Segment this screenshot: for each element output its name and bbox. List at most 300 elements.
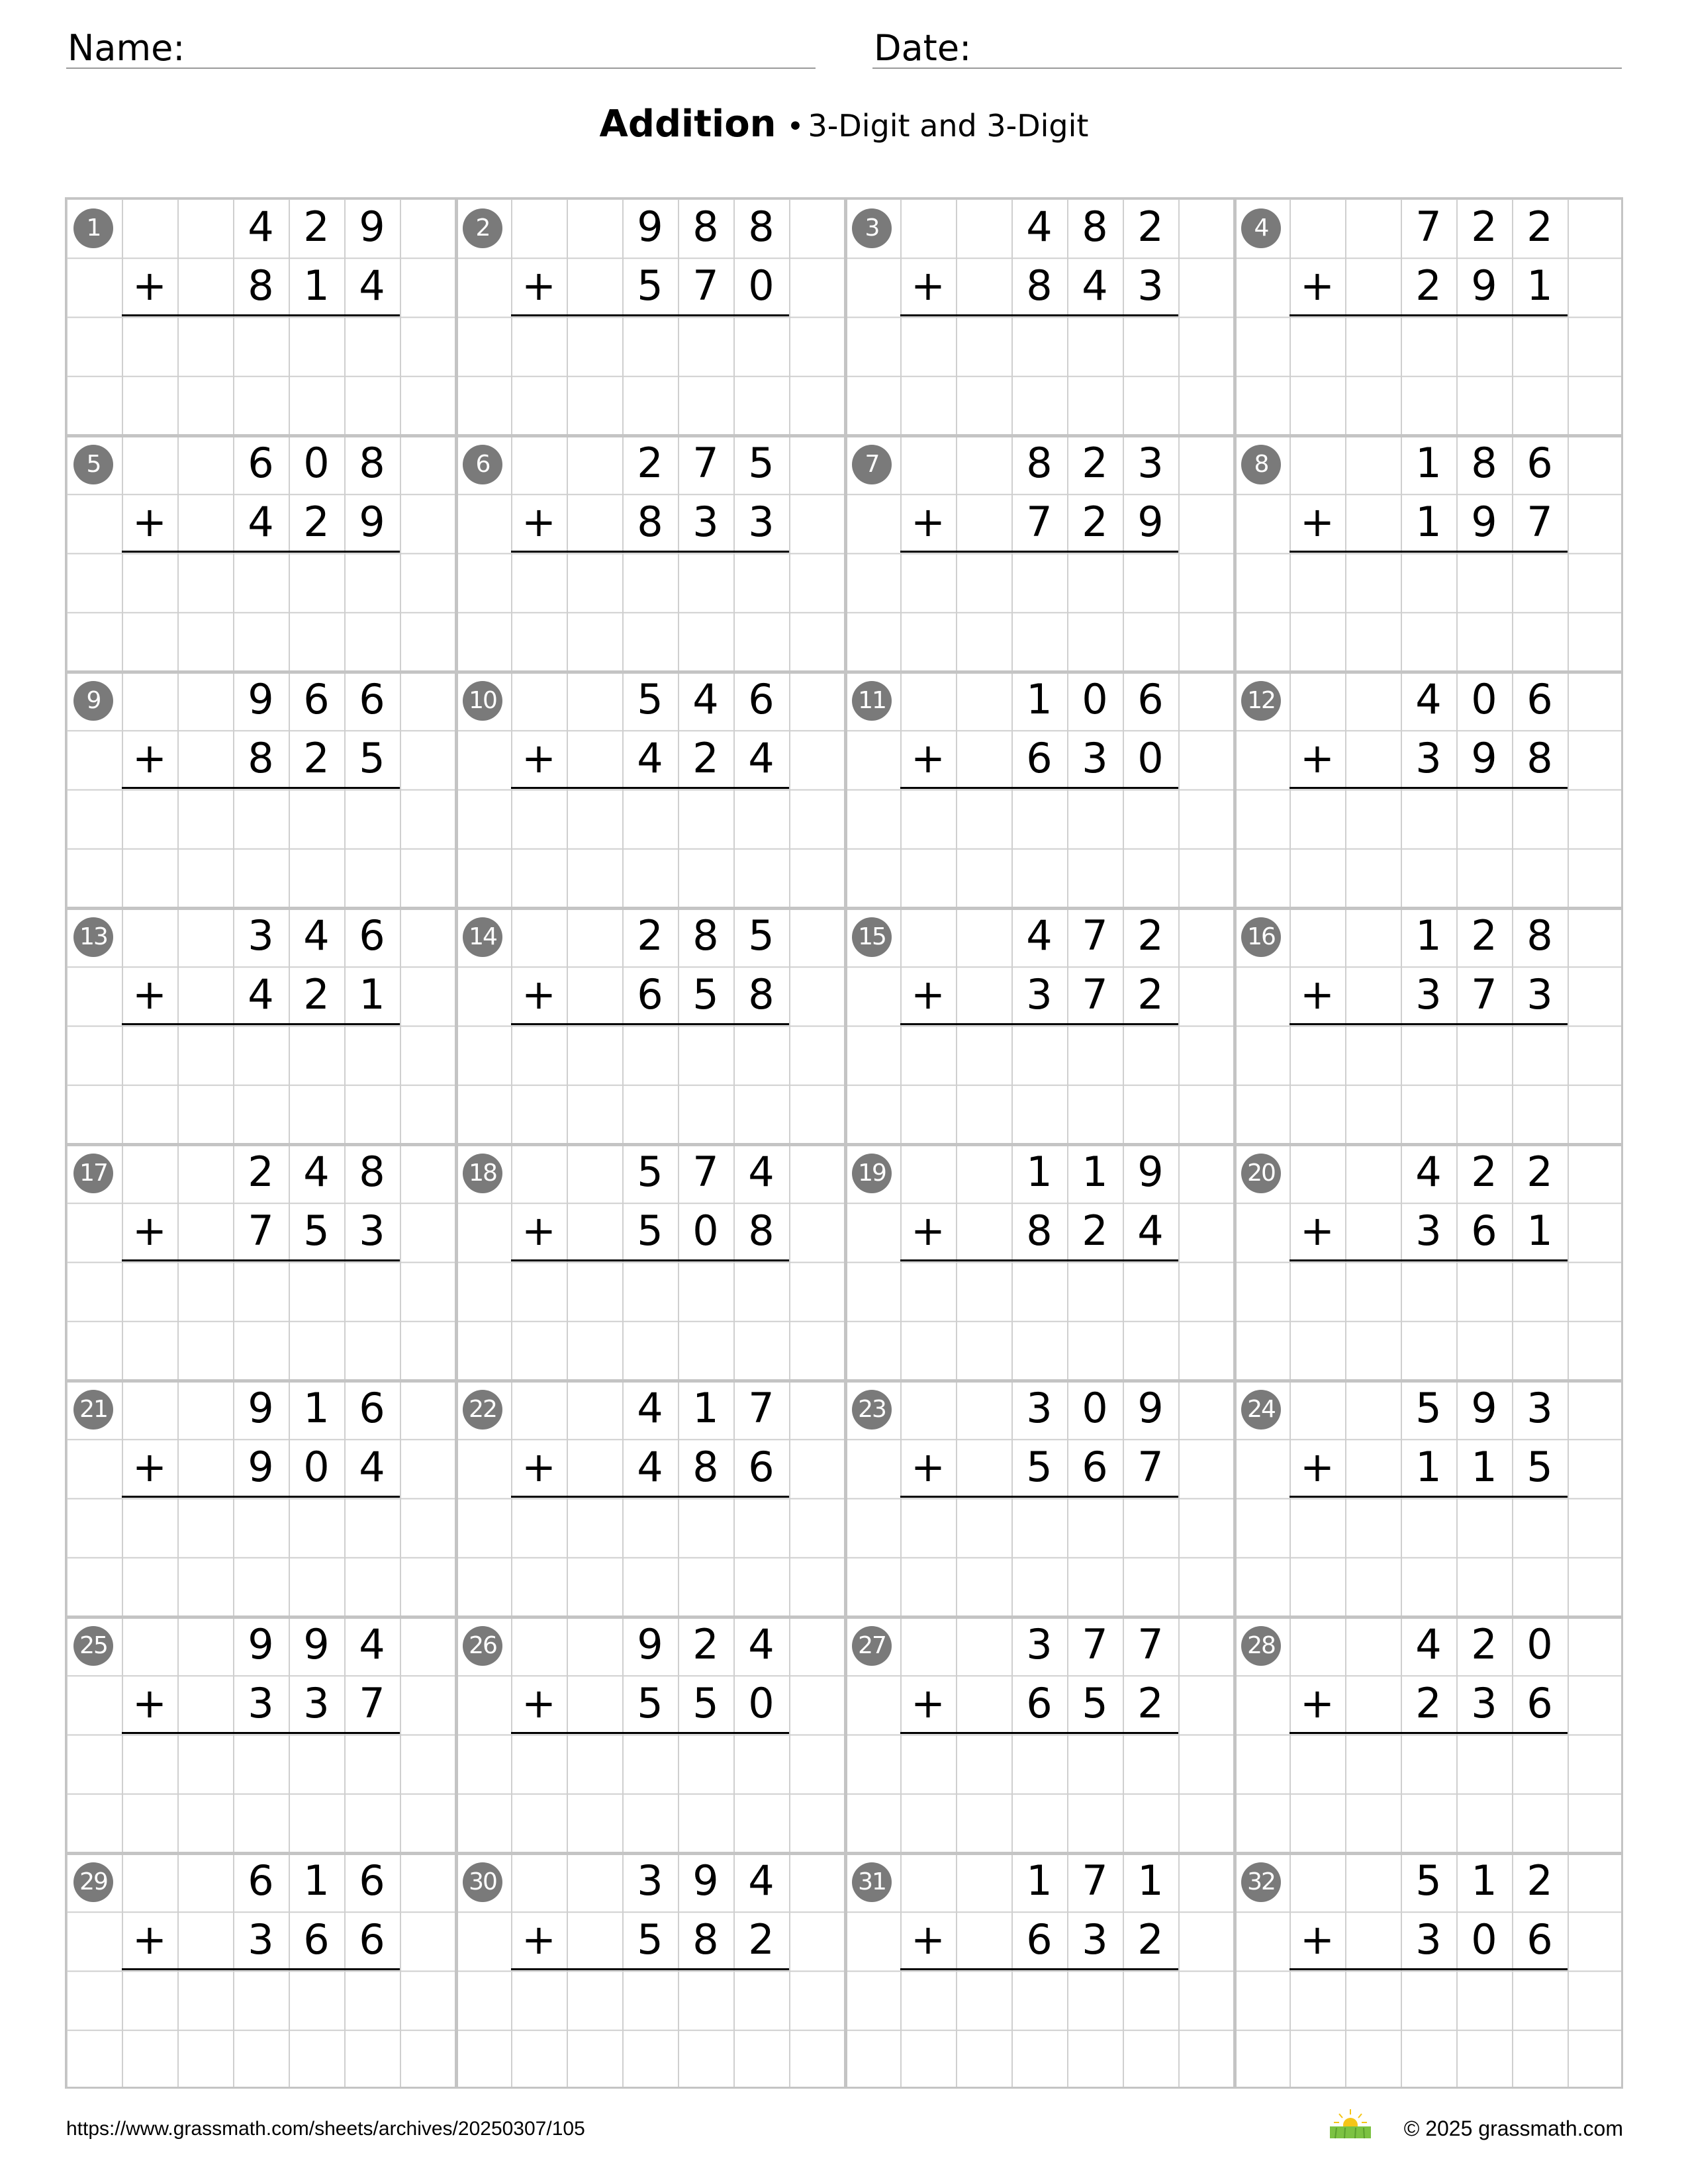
bottom-addend-digit: 3 xyxy=(692,498,719,547)
bottom-addend-digit: 2 xyxy=(303,734,330,783)
problem-number-badge: 6 xyxy=(463,445,502,484)
top-addend-digit: 2 xyxy=(1526,1856,1553,1905)
problem-number-badge: 31 xyxy=(852,1862,892,1902)
problem-number-badge: 8 xyxy=(1241,445,1281,484)
bottom-addend-digit: 3 xyxy=(1415,1206,1442,1255)
top-addend-digit: 8 xyxy=(692,203,719,251)
title-main: Addition xyxy=(599,103,776,146)
bottom-addend-digit: 5 xyxy=(1082,1679,1108,1728)
top-addend-digit: 7 xyxy=(1415,203,1442,251)
top-addend-digit: 1 xyxy=(1471,1856,1497,1905)
problem xyxy=(1234,435,1623,671)
top-addend-digit: 7 xyxy=(748,1384,774,1432)
top-addend-digit: 9 xyxy=(248,675,274,723)
bottom-addend-digit: 6 xyxy=(1026,1915,1053,1964)
answer-area[interactable] xyxy=(900,1498,1178,1617)
problem xyxy=(66,435,455,671)
problem xyxy=(455,1144,845,1380)
bottom-addend-digit: 6 xyxy=(1026,734,1053,783)
bottom-addend-digit: 4 xyxy=(1082,261,1108,310)
plus-sign: + xyxy=(522,1206,556,1255)
problem-number-badge: 30 xyxy=(463,1862,502,1902)
top-addend-digit: 9 xyxy=(1137,1384,1164,1432)
problem-number-badge: 16 xyxy=(1241,917,1281,957)
problem xyxy=(455,1852,845,2089)
bottom-addend-digit: 3 xyxy=(303,1679,330,1728)
bottom-addend-digit: 5 xyxy=(637,1915,663,1964)
top-addend-digit: 5 xyxy=(1415,1384,1442,1432)
bottom-addend-digit: 3 xyxy=(1471,1679,1497,1728)
top-addend-digit: 9 xyxy=(248,1620,274,1668)
problem-number-badge: 25 xyxy=(73,1626,113,1666)
top-addend-digit: 2 xyxy=(1526,203,1553,251)
plus-sign: + xyxy=(132,261,167,310)
problem xyxy=(1234,1144,1623,1380)
top-addend-digit: 8 xyxy=(359,1148,385,1196)
bottom-addend-digit: 7 xyxy=(359,1679,385,1728)
bottom-addend-digit: 8 xyxy=(248,261,274,310)
plus-sign: + xyxy=(522,1679,556,1728)
answer-area[interactable] xyxy=(900,317,1178,435)
answer-area[interactable] xyxy=(122,1026,400,1144)
plus-sign: + xyxy=(911,1679,945,1728)
problem xyxy=(66,1852,455,2089)
top-addend-digit: 7 xyxy=(692,439,719,487)
problem-number-badge: 14 xyxy=(463,917,502,957)
bottom-addend-digit: 2 xyxy=(692,734,719,783)
plus-sign: + xyxy=(132,1915,167,1964)
problem xyxy=(1234,1852,1623,2089)
top-addend-digit: 4 xyxy=(303,911,330,960)
bottom-addend-digit: 6 xyxy=(637,970,663,1019)
answer-area[interactable] xyxy=(122,1498,400,1617)
bottom-addend-digit: 3 xyxy=(1082,1915,1108,1964)
top-addend-digit: 4 xyxy=(748,1620,774,1668)
bottom-addend-digit: 6 xyxy=(303,1915,330,1964)
title-subtitle: 3-Digit and 3-Digit xyxy=(808,108,1089,144)
problem-number-badge: 23 xyxy=(852,1390,892,1430)
top-addend-digit: 8 xyxy=(1471,439,1497,487)
date-label: Date: xyxy=(874,27,972,69)
problem xyxy=(1234,1380,1623,1616)
top-addend-digit: 9 xyxy=(1471,1384,1497,1432)
plus-sign: + xyxy=(522,498,556,547)
problem-number-badge: 5 xyxy=(73,445,113,484)
plus-sign: + xyxy=(911,1915,945,1964)
answer-area[interactable] xyxy=(511,1498,789,1617)
top-addend-digit: 7 xyxy=(692,1148,719,1196)
top-addend-digit: 7 xyxy=(1082,1856,1108,1905)
bottom-addend-digit: 2 xyxy=(303,970,330,1019)
problem-number-badge: 29 xyxy=(73,1862,113,1902)
problem-number-badge: 27 xyxy=(852,1626,892,1666)
footer-url: https://www.grassmath.com/sheets/archives/20250307/105 xyxy=(66,2118,585,2140)
bottom-addend-digit: 5 xyxy=(303,1206,330,1255)
plus-sign: + xyxy=(911,1443,945,1492)
top-addend-digit: 2 xyxy=(1471,1148,1497,1196)
top-addend-digit: 6 xyxy=(359,1384,385,1432)
bottom-addend-digit: 8 xyxy=(1026,1206,1053,1255)
bottom-addend-digit: 5 xyxy=(637,261,663,310)
problem-number-badge: 19 xyxy=(852,1154,892,1193)
top-addend-digit: 2 xyxy=(1082,439,1108,487)
plus-sign: + xyxy=(522,970,556,1019)
top-addend-digit: 9 xyxy=(1137,1148,1164,1196)
answer-area[interactable] xyxy=(1289,1262,1568,1381)
problem xyxy=(845,1380,1234,1616)
bottom-addend-digit: 6 xyxy=(748,1443,774,1492)
plus-sign: + xyxy=(522,734,556,783)
top-addend-digit: 2 xyxy=(692,1620,719,1668)
top-addend-digit: 1 xyxy=(303,1384,330,1432)
top-addend-digit: 4 xyxy=(248,203,274,251)
bottom-addend-digit: 0 xyxy=(748,261,774,310)
top-addend-digit: 6 xyxy=(359,911,385,960)
top-addend-digit: 3 xyxy=(637,1856,663,1905)
problem xyxy=(66,1144,455,1380)
answer-area[interactable] xyxy=(511,317,789,435)
bottom-addend-digit: 4 xyxy=(637,1443,663,1492)
bottom-addend-digit: 9 xyxy=(359,498,385,547)
plus-sign: + xyxy=(132,970,167,1019)
top-addend-digit: 1 xyxy=(303,1856,330,1905)
top-addend-digit: 1 xyxy=(1026,1856,1053,1905)
top-addend-digit: 5 xyxy=(1415,1856,1442,1905)
plus-sign: + xyxy=(1300,734,1335,783)
answer-area[interactable] xyxy=(900,790,1178,908)
answer-area[interactable] xyxy=(900,1262,1178,1381)
bottom-addend-digit: 2 xyxy=(1082,1206,1108,1255)
answer-area[interactable] xyxy=(1289,553,1568,672)
bottom-addend-digit: 8 xyxy=(748,970,774,1019)
bottom-addend-digit: 7 xyxy=(1526,498,1553,547)
bottom-addend-digit: 9 xyxy=(1471,734,1497,783)
problem-number-badge: 11 xyxy=(852,681,892,721)
footer-copyright: © 2025 grassmath.com xyxy=(1403,2116,1623,2140)
answer-area[interactable] xyxy=(900,1026,1178,1144)
title-separator: • xyxy=(786,110,804,144)
bottom-addend-digit: 8 xyxy=(248,734,274,783)
problem xyxy=(845,907,1234,1144)
problem xyxy=(1234,1616,1623,1852)
problem xyxy=(455,1616,845,1852)
plus-sign: + xyxy=(1300,498,1335,547)
answer-area[interactable] xyxy=(1289,1735,1568,1853)
problem-number-badge: 1 xyxy=(73,208,113,248)
bottom-addend-digit: 1 xyxy=(1526,1206,1553,1255)
bottom-addend-digit: 3 xyxy=(1137,261,1164,310)
bottom-addend-digit: 5 xyxy=(692,970,719,1019)
top-addend-digit: 3 xyxy=(1026,1620,1053,1668)
top-addend-digit: 4 xyxy=(303,1148,330,1196)
top-addend-digit: 1 xyxy=(1415,439,1442,487)
top-addend-digit: 2 xyxy=(637,439,663,487)
answer-area[interactable] xyxy=(900,1735,1178,1853)
problem xyxy=(845,1616,1234,1852)
problem-number-badge: 13 xyxy=(73,917,113,957)
problem-number-badge: 3 xyxy=(852,208,892,248)
top-addend-digit: 6 xyxy=(1137,675,1164,723)
problem xyxy=(1234,671,1623,907)
bottom-addend-digit: 1 xyxy=(1415,1443,1442,1492)
bottom-addend-digit: 3 xyxy=(1526,970,1553,1019)
bottom-addend-digit: 8 xyxy=(748,1206,774,1255)
top-addend-digit: 9 xyxy=(359,203,385,251)
answer-area[interactable] xyxy=(1289,1026,1568,1144)
bottom-addend-digit: 2 xyxy=(748,1915,774,1964)
top-addend-digit: 9 xyxy=(637,203,663,251)
answer-area[interactable] xyxy=(511,1735,789,1853)
top-addend-digit: 4 xyxy=(1415,1148,1442,1196)
bottom-addend-digit: 8 xyxy=(692,1443,719,1492)
problem xyxy=(845,435,1234,671)
bottom-addend-digit: 7 xyxy=(692,261,719,310)
problem xyxy=(455,199,845,435)
plus-sign: + xyxy=(1300,970,1335,1019)
top-addend-digit: 4 xyxy=(1026,203,1053,251)
bottom-addend-digit: 8 xyxy=(1026,261,1053,310)
bottom-addend-digit: 7 xyxy=(1137,1443,1164,1492)
answer-area[interactable] xyxy=(900,553,1178,672)
bottom-addend-digit: 3 xyxy=(248,1915,274,1964)
bottom-addend-digit: 3 xyxy=(748,498,774,547)
plus-sign: + xyxy=(911,734,945,783)
top-addend-digit: 2 xyxy=(1471,203,1497,251)
bottom-addend-digit: 5 xyxy=(637,1679,663,1728)
top-addend-digit: 1 xyxy=(1082,1148,1108,1196)
name-label: Name: xyxy=(68,27,185,69)
bottom-addend-digit: 8 xyxy=(637,498,663,547)
top-addend-digit: 9 xyxy=(248,1384,274,1432)
top-addend-digit: 6 xyxy=(359,1856,385,1905)
answer-area[interactable] xyxy=(511,1262,789,1381)
bottom-addend-digit: 4 xyxy=(248,498,274,547)
bottom-addend-digit: 3 xyxy=(1415,970,1442,1019)
bottom-addend-digit: 6 xyxy=(1526,1679,1553,1728)
top-addend-digit: 2 xyxy=(1471,1620,1497,1668)
problem-number-badge: 9 xyxy=(73,681,113,721)
top-addend-digit: 9 xyxy=(692,1856,719,1905)
bottom-addend-digit: 1 xyxy=(1415,498,1442,547)
bottom-addend-digit: 2 xyxy=(1137,1915,1164,1964)
answer-area[interactable] xyxy=(1289,317,1568,435)
bottom-addend-digit: 4 xyxy=(637,734,663,783)
problem xyxy=(845,199,1234,435)
bottom-addend-digit: 7 xyxy=(248,1206,274,1255)
bottom-addend-digit: 1 xyxy=(359,970,385,1019)
plus-sign: + xyxy=(132,498,167,547)
top-addend-digit: 0 xyxy=(303,439,330,487)
problem xyxy=(455,907,845,1144)
bottom-addend-digit: 7 xyxy=(1471,970,1497,1019)
bottom-addend-digit: 9 xyxy=(248,1443,274,1492)
problem-number-badge: 4 xyxy=(1241,208,1281,248)
top-addend-digit: 1 xyxy=(1415,911,1442,960)
plus-sign: + xyxy=(132,1443,167,1492)
top-addend-digit: 0 xyxy=(1082,1384,1108,1432)
plus-sign: + xyxy=(132,1679,167,1728)
top-addend-digit: 4 xyxy=(359,1620,385,1668)
answer-area[interactable] xyxy=(1289,1971,1568,2089)
plus-sign: + xyxy=(1300,1443,1335,1492)
grass-sun-logo-icon xyxy=(1327,2108,1374,2140)
answer-area[interactable] xyxy=(122,1262,400,1381)
bottom-addend-digit: 0 xyxy=(1471,1915,1497,1964)
bottom-addend-digit: 3 xyxy=(359,1206,385,1255)
problem-number-badge: 24 xyxy=(1241,1390,1281,1430)
problem xyxy=(1234,199,1623,435)
top-addend-digit: 9 xyxy=(637,1620,663,1668)
top-addend-digit: 2 xyxy=(1526,1148,1553,1196)
problem xyxy=(845,671,1234,907)
top-addend-digit: 4 xyxy=(692,675,719,723)
top-addend-digit: 7 xyxy=(1137,1620,1164,1668)
problem-number-badge: 12 xyxy=(1241,681,1281,721)
problem xyxy=(66,1380,455,1616)
problem-number-badge: 15 xyxy=(852,917,892,957)
bottom-addend-digit: 5 xyxy=(1526,1443,1553,1492)
plus-sign: + xyxy=(911,261,945,310)
top-addend-digit: 0 xyxy=(1526,1620,1553,1668)
top-addend-digit: 4 xyxy=(1415,675,1442,723)
bottom-addend-digit: 5 xyxy=(692,1679,719,1728)
answer-area[interactable] xyxy=(122,317,400,435)
bottom-addend-digit: 4 xyxy=(248,970,274,1019)
top-addend-digit: 0 xyxy=(1471,675,1497,723)
top-addend-digit: 5 xyxy=(748,911,774,960)
top-addend-digit: 7 xyxy=(1082,911,1108,960)
problem-number-badge: 7 xyxy=(852,445,892,484)
top-addend-digit: 2 xyxy=(1137,203,1164,251)
problem xyxy=(66,907,455,1144)
problem-number-badge: 28 xyxy=(1241,1626,1281,1666)
top-addend-digit: 3 xyxy=(248,911,274,960)
bottom-addend-digit: 2 xyxy=(1082,498,1108,547)
top-addend-digit: 6 xyxy=(303,675,330,723)
top-addend-digit: 3 xyxy=(1137,439,1164,487)
plus-sign: + xyxy=(1300,1206,1335,1255)
bottom-addend-digit: 4 xyxy=(359,1443,385,1492)
bottom-addend-digit: 2 xyxy=(303,498,330,547)
problem xyxy=(845,1852,1234,2089)
plus-sign: + xyxy=(1300,1679,1335,1728)
problem xyxy=(455,671,845,907)
top-addend-digit: 8 xyxy=(1526,911,1553,960)
problem xyxy=(455,435,845,671)
plus-sign: + xyxy=(132,734,167,783)
top-addend-digit: 6 xyxy=(748,675,774,723)
problem-number-badge: 17 xyxy=(73,1154,113,1193)
plus-sign: + xyxy=(132,1206,167,1255)
answer-area[interactable] xyxy=(511,790,789,908)
top-addend-digit: 2 xyxy=(248,1148,274,1196)
bottom-addend-digit: 6 xyxy=(359,1915,385,1964)
bottom-addend-digit: 0 xyxy=(692,1206,719,1255)
top-addend-digit: 6 xyxy=(359,675,385,723)
answer-area[interactable] xyxy=(1289,1498,1568,1617)
plus-sign: + xyxy=(1300,1915,1335,1964)
bottom-addend-digit: 7 xyxy=(1026,498,1053,547)
answer-area[interactable] xyxy=(122,790,400,908)
answer-area[interactable] xyxy=(511,1026,789,1144)
bottom-addend-digit: 4 xyxy=(359,261,385,310)
bottom-addend-digit: 1 xyxy=(303,261,330,310)
bottom-addend-digit: 8 xyxy=(1526,734,1553,783)
bottom-addend-digit: 5 xyxy=(359,734,385,783)
top-addend-digit: 2 xyxy=(1137,911,1164,960)
answer-area[interactable] xyxy=(511,553,789,672)
bottom-addend-digit: 2 xyxy=(1415,1679,1442,1728)
problem-number-badge: 26 xyxy=(463,1626,502,1666)
bottom-addend-digit: 6 xyxy=(1471,1206,1497,1255)
answer-area[interactable] xyxy=(122,553,400,672)
problem xyxy=(845,1144,1234,1380)
answer-area[interactable] xyxy=(511,1971,789,2089)
top-addend-digit: 2 xyxy=(1471,911,1497,960)
problem xyxy=(1234,907,1623,1144)
plus-sign: + xyxy=(522,1443,556,1492)
bottom-addend-digit: 5 xyxy=(1026,1443,1053,1492)
bottom-addend-digit: 2 xyxy=(1415,261,1442,310)
name-field[interactable] xyxy=(66,25,816,69)
plus-sign: + xyxy=(911,498,945,547)
problem-number-badge: 32 xyxy=(1241,1862,1281,1902)
top-addend-digit: 6 xyxy=(1526,439,1553,487)
bottom-addend-digit: 0 xyxy=(748,1679,774,1728)
top-addend-digit: 8 xyxy=(748,203,774,251)
top-addend-digit: 9 xyxy=(303,1620,330,1668)
problem-number-badge: 2 xyxy=(463,208,502,248)
bottom-addend-digit: 3 xyxy=(1415,1915,1442,1964)
bottom-addend-digit: 9 xyxy=(1137,498,1164,547)
date-field[interactable] xyxy=(872,25,1622,69)
top-addend-digit: 1 xyxy=(1026,1148,1053,1196)
top-addend-digit: 7 xyxy=(1082,1620,1108,1668)
top-addend-digit: 5 xyxy=(637,1148,663,1196)
answer-area[interactable] xyxy=(122,1735,400,1853)
problem xyxy=(455,1380,845,1616)
bottom-addend-digit: 2 xyxy=(1137,970,1164,1019)
bottom-addend-digit: 3 xyxy=(1026,970,1053,1019)
bottom-addend-digit: 5 xyxy=(637,1206,663,1255)
top-addend-digit: 5 xyxy=(637,675,663,723)
top-addend-digit: 8 xyxy=(1082,203,1108,251)
bottom-addend-digit: 7 xyxy=(1082,970,1108,1019)
bottom-addend-digit: 2 xyxy=(1137,1679,1164,1728)
answer-area[interactable] xyxy=(122,1971,400,2089)
top-addend-digit: 4 xyxy=(748,1856,774,1905)
problem-number-badge: 21 xyxy=(73,1390,113,1430)
top-addend-digit: 4 xyxy=(748,1148,774,1196)
top-addend-digit: 2 xyxy=(637,911,663,960)
top-addend-digit: 5 xyxy=(748,439,774,487)
bottom-addend-digit: 3 xyxy=(1082,734,1108,783)
top-addend-digit: 1 xyxy=(1026,675,1053,723)
bottom-addend-digit: 8 xyxy=(692,1915,719,1964)
top-addend-digit: 6 xyxy=(1526,675,1553,723)
top-addend-digit: 1 xyxy=(1137,1856,1164,1905)
top-addend-digit: 8 xyxy=(692,911,719,960)
answer-area[interactable] xyxy=(1289,790,1568,908)
plus-sign: + xyxy=(522,1915,556,1964)
bottom-addend-digit: 0 xyxy=(303,1443,330,1492)
bottom-addend-digit: 4 xyxy=(1137,1206,1164,1255)
bottom-addend-digit: 1 xyxy=(1526,261,1553,310)
top-addend-digit: 4 xyxy=(1415,1620,1442,1668)
top-addend-digit: 8 xyxy=(359,439,385,487)
bottom-addend-digit: 6 xyxy=(1026,1679,1053,1728)
answer-area[interactable] xyxy=(900,1971,1178,2089)
